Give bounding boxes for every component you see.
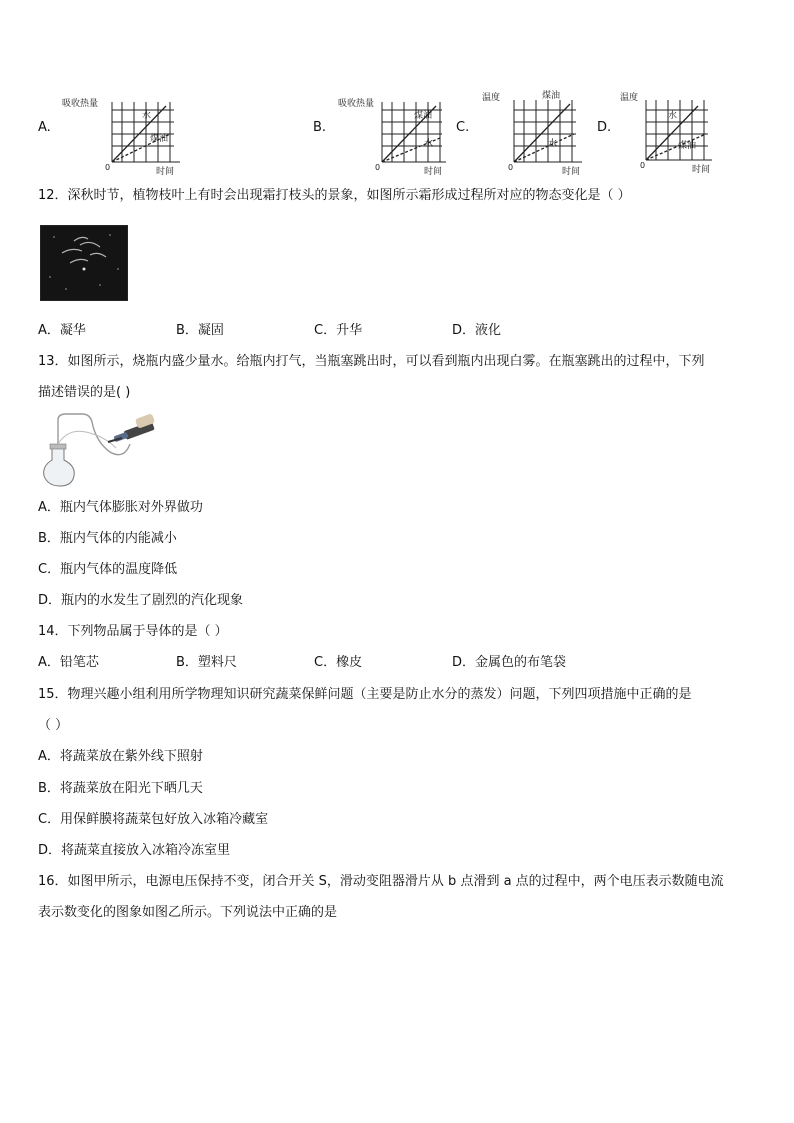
q12-option-d[interactable]: D．液化 bbox=[452, 323, 502, 338]
q11-option-c-letter[interactable]: C. bbox=[456, 120, 470, 135]
q14-stem: 14．下列物品属于导体的是（ ） bbox=[38, 624, 228, 639]
q13-option-b[interactable]: B．瓶内气体的内能减小 bbox=[38, 531, 177, 546]
q14-option-b[interactable]: B．塑料尺 bbox=[176, 655, 237, 670]
q15-option-b[interactable]: B．将蔬菜放在阳光下晒几天 bbox=[38, 781, 203, 796]
q11-d-ylabel: 温度 bbox=[620, 93, 639, 103]
flask-pump-photo bbox=[38, 408, 158, 488]
q11-a-lower-label: 煤油 bbox=[150, 134, 169, 144]
q13-option-d[interactable]: D．瓶内的水发生了剧烈的汽化现象 bbox=[38, 593, 244, 608]
q11-d-upper-label: 水 bbox=[668, 111, 678, 121]
q11-a-ylabel: 吸收热量 bbox=[62, 99, 99, 109]
q11-graph-b bbox=[338, 94, 450, 176]
q16-stem-line2: 表示数变化的图象如图乙所示。下列说法中正确的是 bbox=[38, 905, 338, 920]
q11-d-origin: 0 bbox=[640, 161, 646, 170]
q11-a-upper-label: 水 bbox=[142, 111, 152, 121]
q13-stem-line1: 13．如图所示，烧瓶内盛少量水。给瓶内打气，当瓶塞跳出时，可以看到瓶内出现白雾。在瓶塞跳出的过程中，下列 bbox=[38, 354, 705, 369]
q11-c-lower-label: 水 bbox=[548, 139, 558, 149]
q12-option-a[interactable]: A．凝华 bbox=[38, 323, 86, 338]
q14-option-d[interactable]: D．金属色的布笔袋 bbox=[452, 655, 567, 670]
q11-c-upper-label: 煤油 bbox=[542, 91, 561, 101]
q15-option-a[interactable]: A．将蔬菜放在紫外线下照射 bbox=[38, 749, 203, 764]
q11-c-xlabel: 时间 bbox=[562, 167, 581, 176]
q15-stem-line1: 15．物理兴趣小组利用所学物理知识研究蔬菜保鲜问题（主要是防止水分的蒸发）问题，下列四项措施中正确的是 bbox=[38, 687, 692, 702]
q11-option-b-letter[interactable]: B. bbox=[313, 120, 327, 135]
q14-option-c[interactable]: C．橡皮 bbox=[314, 655, 363, 670]
q11-d-lower-label: 煤油 bbox=[678, 141, 697, 151]
q11-a-origin: 0 bbox=[105, 163, 111, 172]
q12-stem: 12．深秋时节，植物枝叶上有时会出现霜打枝头的景象，如图所示霜形成过程所对应的物态变化是（ ） bbox=[38, 188, 631, 203]
q13-stem-line2: 描述错误的是( ) bbox=[38, 385, 131, 400]
q11-b-upper-label: 煤油 bbox=[414, 111, 433, 121]
q12-option-c[interactable]: C．升华 bbox=[314, 323, 363, 338]
q11-option-d-letter[interactable]: D. bbox=[597, 120, 612, 135]
q11-graph-d bbox=[620, 88, 716, 176]
q11-b-xlabel: 时间 bbox=[424, 167, 443, 176]
q11-d-xlabel: 时间 bbox=[692, 165, 711, 175]
q11-graph-a bbox=[62, 94, 192, 176]
q15-option-d[interactable]: D．将蔬菜直接放入冰箱冷冻室里 bbox=[38, 843, 231, 858]
q12-option-b[interactable]: B．凝固 bbox=[176, 323, 224, 338]
q11-b-ylabel: 吸收热量 bbox=[338, 99, 375, 109]
q11-c-ylabel: 温度 bbox=[482, 93, 501, 103]
q14-option-a[interactable]: A．铅笔芯 bbox=[38, 655, 99, 670]
q11-option-a-letter[interactable]: A. bbox=[38, 120, 51, 135]
q11-c-origin: 0 bbox=[508, 163, 514, 172]
q13-option-c[interactable]: C．瓶内气体的温度降低 bbox=[38, 562, 178, 577]
q15-option-c[interactable]: C．用保鲜膜将蔬菜包好放入冰箱冷藏室 bbox=[38, 812, 269, 827]
q13-option-a[interactable]: A．瓶内气体膨胀对外界做功 bbox=[38, 500, 203, 515]
frost-photo bbox=[40, 225, 128, 301]
q16-stem-line1: 16．如图甲所示，电源电压保持不变，闭合开关 S，滑动变阻器滑片从 b 点滑到 a 点的过程中，两个电压表示数随电流 bbox=[38, 874, 724, 889]
q11-b-origin: 0 bbox=[375, 163, 381, 172]
q11-graph-c bbox=[482, 88, 588, 176]
q15-stem-line2: （ ） bbox=[38, 718, 69, 733]
q11-a-xlabel: 时间 bbox=[156, 167, 175, 176]
q11-b-lower-label: 水 bbox=[424, 139, 434, 149]
